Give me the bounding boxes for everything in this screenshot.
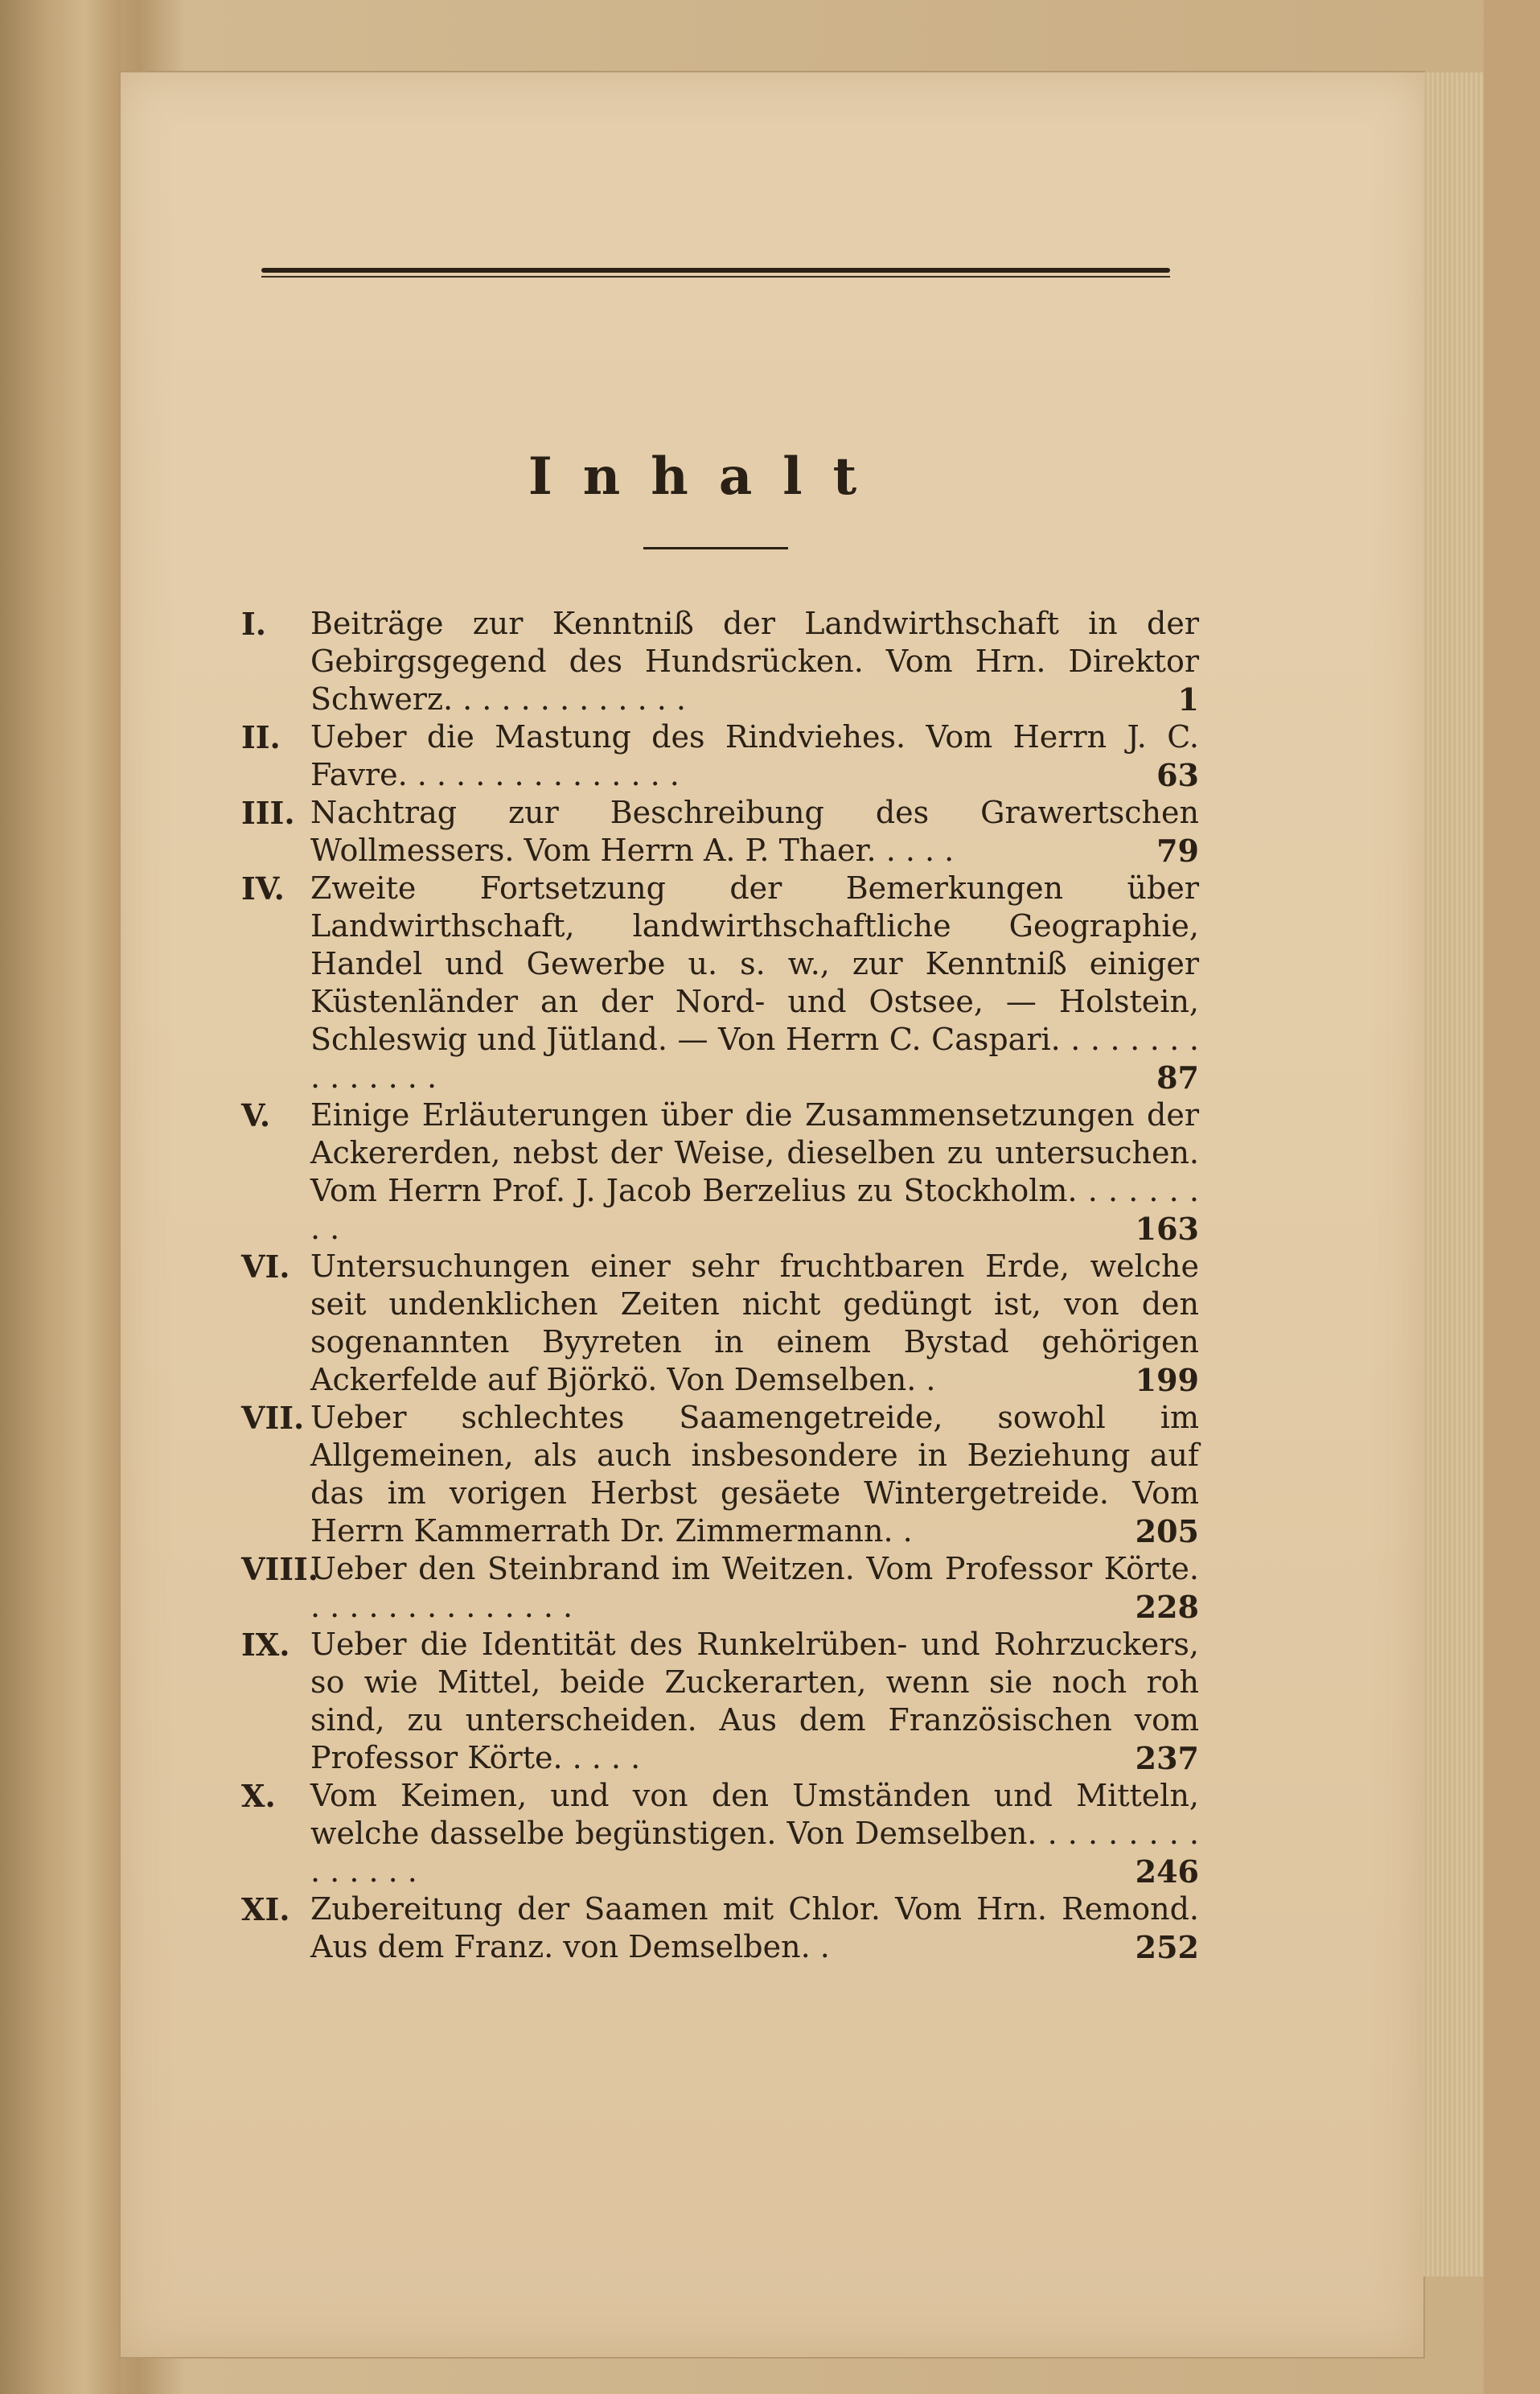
toc-entry-body	[310, 1890, 1199, 1966]
toc-entry-title: Einige Erläuterungen über die Zusammensetzungen der Ackererden, nebst der Weise, dieselben zu untersuchen. Vom Herrn Prof. J. Jacob Berzelius zu Stockholm. . . . . . . . .	[310, 1097, 1199, 1246]
toc-entry-page-number: 246	[1135, 1853, 1199, 1890]
toc-entry-body	[310, 794, 1199, 870]
toc-entry-numeral: XI.	[241, 1891, 290, 1927]
toc-entry-title: Beiträge zur Kenntniß der Landwirthschaft in der Gebirgsgegend des Hundsrücken. Vom Hrn. Direktor Schwerz. . . . . . . . . . . . .	[310, 606, 1199, 717]
title-underline-rule	[643, 547, 788, 549]
toc-entry-page-number: 237	[1135, 1740, 1199, 1776]
toc-entry	[241, 1550, 1206, 1626]
toc-entry-body	[310, 870, 1199, 1096]
toc-entry-body	[310, 605, 1199, 718]
toc-entry-body	[310, 1096, 1199, 1248]
toc-entry-title: Untersuchungen einer sehr fruchtbaren Erde, welche seit undenklichen Zeiten nicht gedüngt ist, von den sogenannten Byyreten in einem Bystad gehörigen Ackerfelde auf Björkö. Von Demselben. .	[310, 1248, 1199, 1397]
toc-entry	[241, 870, 1206, 1096]
toc-entry-title: Ueber schlechtes Saamengetreide, sowohl im Allgemeinen, als auch insbesondere in Beziehung auf das im vorigen Herbst gesäete Wintergetreide. Vom Herrn Kammerrath Dr. Zimmermann. .	[310, 1400, 1199, 1549]
toc-entry-page-number: 87	[1156, 1059, 1199, 1096]
toc-entry	[241, 718, 1206, 794]
toc-entry-body	[310, 718, 1199, 794]
toc-entry-numeral: III.	[241, 795, 295, 831]
toc-entry	[241, 1399, 1206, 1550]
toc-entry-numeral: VIII.	[241, 1551, 319, 1587]
scan-backdrop	[1484, 0, 1540, 2394]
toc-entry-numeral: V.	[241, 1097, 271, 1133]
toc-entry-body	[310, 1399, 1199, 1550]
table-of-contents	[241, 605, 1206, 1966]
toc-entry-page-number: 63	[1156, 757, 1199, 793]
toc-entry-page-number: 199	[1135, 1362, 1199, 1398]
facing-page-edge	[0, 0, 121, 2394]
toc-entry-page-number: 1	[1177, 681, 1199, 718]
toc-entry-numeral: I.	[241, 606, 267, 642]
toc-entry-title: Zubereitung der Saamen mit Chlor. Vom Hrn. Remond. Aus dem Franz. von Demselben. .	[310, 1891, 1199, 1964]
toc-entry-numeral: IV.	[241, 870, 285, 907]
toc-entry	[241, 1096, 1206, 1248]
toc-entry-body	[310, 1248, 1199, 1399]
toc-entry	[241, 1777, 1206, 1890]
toc-entry-body	[310, 1550, 1199, 1626]
toc-entry-numeral: VI.	[241, 1248, 290, 1285]
page-stack-edge	[1423, 72, 1484, 2277]
toc-entry-title: Ueber den Steinbrand im Weitzen. Vom Professor Körte. . . . . . . . . . . . . . .	[310, 1551, 1199, 1624]
toc-entry-page-number: 228	[1135, 1589, 1199, 1625]
toc-entry-title: Ueber die Mastung des Rindviehes. Vom Herrn J. C. Favre. . . . . . . . . . . . . . .	[310, 719, 1199, 792]
toc-entry-numeral: VII.	[241, 1400, 305, 1436]
toc-entry	[241, 1626, 1206, 1777]
toc-entry	[241, 1248, 1206, 1399]
toc-entry-page-number: 205	[1135, 1513, 1199, 1549]
toc-entry-numeral: X.	[241, 1778, 276, 1814]
toc-entry	[241, 1890, 1206, 1966]
toc-entry-title: Vom Keimen, und von den Umständen und Mitteln, welche dasselbe begünstigen. Von Demselben. . . . . . . . . . . . . . .	[310, 1778, 1199, 1889]
toc-entry-numeral: II.	[241, 719, 281, 755]
toc-entry-title: Ueber die Identität des Runkelrüben- und Rohrzuckers, so wie Mittel, beide Zuckerarten, wenn sie noch roh sind, zu unterscheiden. Aus dem Französischen vom Professor Körte. . . . .	[310, 1627, 1199, 1775]
toc-entry-title: Zweite Fortsetzung der Bemerkungen über Landwirthschaft, landwirthschaftliche Geographie, Handel und Gewerbe u. s. w., zur Kenntniß einiger Küstenländer an der Nord- und Ostsee, — Holstein, Schleswig und Jütland. — Von Herrn C. Caspari. . . . . . . . . . . . . . .	[310, 870, 1199, 1095]
toc-entry	[241, 794, 1206, 870]
toc-entry-page-number: 252	[1135, 1929, 1199, 1965]
page-title: Inhalt	[528, 446, 888, 507]
toc-entry	[241, 605, 1206, 718]
header-ornament-rule	[261, 268, 1170, 273]
toc-entry-numeral: IX.	[241, 1627, 290, 1663]
toc-entry-body	[310, 1626, 1199, 1777]
toc-entry-page-number: 79	[1156, 833, 1199, 869]
toc-entry-title: Nachtrag zur Beschreibung des Grawertschen Wollmessers. Vom Herrn A. P. Thaer. . . . .	[310, 795, 1199, 868]
toc-entry-page-number: 163	[1135, 1211, 1199, 1247]
toc-entry-body	[310, 1777, 1199, 1890]
